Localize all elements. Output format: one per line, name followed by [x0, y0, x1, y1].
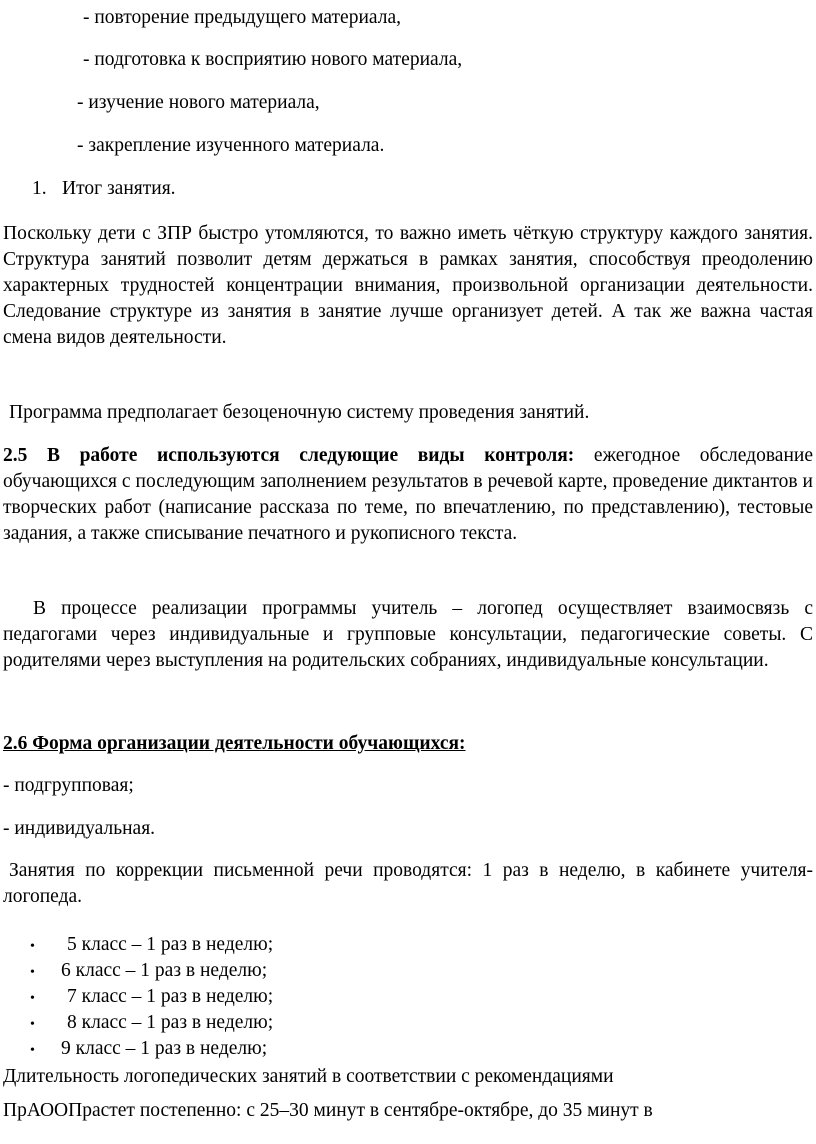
bullet-icon: • — [30, 991, 35, 1006]
bullet-icon: • — [30, 939, 35, 954]
section-2-5-text: ежегодное обследование обучающихся с последующим заполнением результатов в речевой карте, проведение диктантов и творческих работ (написание рассказа по теме, по впечатлению, по представлению), тестовые задания, а также списывание печатного и рукописного текста. — [3, 445, 813, 544]
paragraph-duration-line: ПрАООПрастет постепенно: с 25–30 минут в сентябре-октябре, до 35 минут в — [3, 1100, 653, 1121]
bullet-item: 9 класс – 1 раз в неделю; — [61, 1038, 268, 1059]
list-item: - подгрупповая; — [3, 775, 134, 796]
bullet-item: 8 класс – 1 раз в неделю; — [67, 1012, 274, 1033]
paragraph-structure: Поскольку дети с ЗПР быстро утомляются, то важно иметь чёткую структуру каждого занятия. Структура занятий позволит детям держаться в рамках занятия, способствуя преодолению характерных трудностей концентрации внимания, произвольной организации деятельности. Следование структуре из занятия в занятие лучше организует детей. А так же важна частая смена видов деятельности. — [3, 223, 813, 348]
bullet-item: 6 класс – 1 раз в неделю; — [61, 960, 268, 981]
section-2-5-heading: 2.5 В работе используются следующие виды контроля: — [3, 445, 575, 466]
numbered-item-number: 1. — [32, 178, 47, 199]
list-item: - изучение нового материала, — [77, 92, 320, 113]
bullet-icon: • — [30, 1017, 35, 1032]
bullet-item: 7 класс – 1 раз в неделю; — [67, 986, 274, 1007]
paragraph-duration-line: Длительность логопедических занятий в соответствии с рекомендациями — [3, 1066, 614, 1087]
bullet-icon: • — [30, 965, 35, 980]
list-item: - закрепление изученного материала. — [77, 135, 385, 156]
list-item: - индивидуальная. — [3, 818, 156, 839]
bullet-item: 5 класс – 1 раз в неделю; — [67, 934, 274, 955]
list-item: - повторение предыдущего материала, — [83, 7, 401, 28]
paragraph-schedule: Занятия по коррекции письменной речи проводятся: 1 раз в неделю, в кабинете учителя-логопеда. — [3, 860, 813, 907]
section-2-6-heading: 2.6 Форма организации деятельности обучающихся: — [3, 733, 466, 754]
list-item: - подготовка к восприятию нового материала, — [83, 49, 463, 70]
section-2-5 — [3, 443, 813, 547]
paragraph-interaction: В процессе реализации программы учитель – логопед осуществляет взаимосвязь с педагогами через индивидуальные и групповые консультации, педагогические советы. С родителями через выступления на родительских собраниях, индивидуальные консультации. — [3, 598, 813, 671]
bullet-icon: • — [30, 1043, 35, 1058]
numbered-item-text: Итог занятия. — [62, 178, 176, 199]
paragraph-program: Программа предполагает безоценочную систему проведения занятий. — [9, 402, 590, 423]
